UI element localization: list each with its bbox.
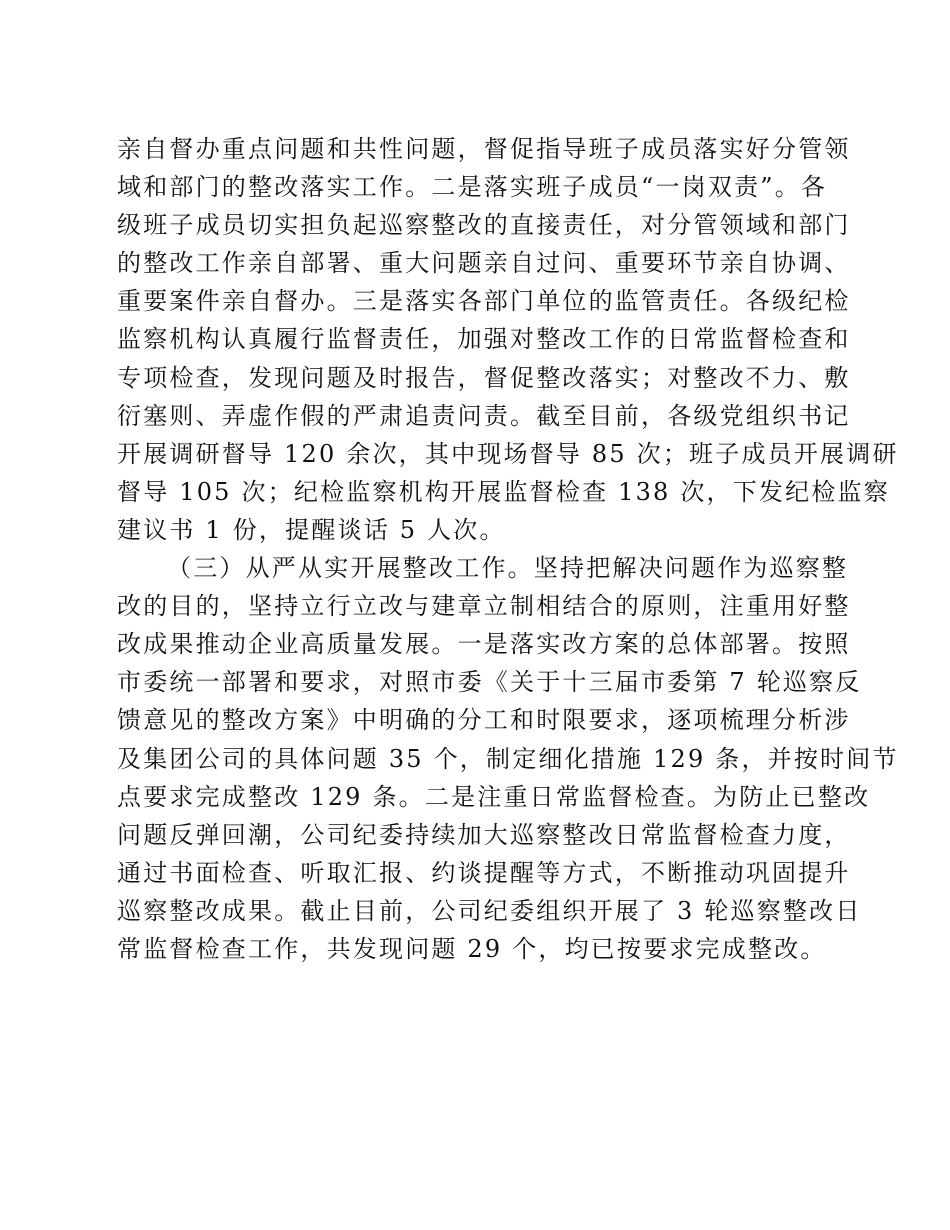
- text-line: 巡察整改成果。截止目前，公司纪委组织开展了 3 轮巡察整改日: [117, 896, 862, 925]
- text-line: 常监督检查工作，共发现问题 29 个，均已按要求完成整改。: [117, 934, 827, 963]
- text-line: 市委统一部署和要求，对照市委《关于十三届市委第 7 轮巡察反: [117, 668, 862, 697]
- text-line: 通过书面检查、听取汇报、约谈提醒等方式，不断推动巩固提升: [117, 858, 851, 887]
- section-heading-line: （三）从严从实开展整改工作。坚持把解决问题作为巡察整: [167, 554, 849, 583]
- text-line: 改成果推动企业高质量发展。一是落实改方案的总体部署。按照: [117, 630, 851, 659]
- text-line: 亲自督办重点问题和共性问题，督促指导班子成员落实好分管领: [117, 135, 851, 163]
- text-line: 专项检查，发现问题及时报告，督促整改落实；对整改不力、敷: [117, 363, 851, 392]
- text-line: 及集团公司的具体问题 35 个，制定细化措施 129 条，并按时间节: [117, 744, 899, 773]
- text-line: 开展调研督导 120 余次，其中现场督导 85 次；班子成员开展调研: [117, 439, 899, 468]
- text-line: 衍塞则、弄虚作假的严肃追责问责。截至目前，各级党组织书记: [117, 401, 851, 430]
- text-line: 改的目的，坚持立行立改与建章立制相结合的原则，注重用好整: [117, 592, 851, 621]
- text-line: 域和部门的整改落实工作。二是落实班子成员“一岗双责”。各: [117, 173, 828, 202]
- text-line: 点要求完成整改 129 条。二是注重日常监督检查。为防止已整改: [117, 782, 871, 811]
- text-line: 监察机构认真履行监督责任，加强对整改工作的日常监督检查和: [117, 325, 851, 354]
- text-line: 重要案件亲自督办。三是落实各部门单位的监管责任。各级纪检: [117, 287, 851, 316]
- text-line: 建议书 1 份，提醒谈话 5 人次。: [117, 515, 506, 544]
- text-line: 督导 105 次；纪检监察机构开展监督检查 138 次，下发纪检监察: [117, 477, 890, 506]
- text-line: 问题反弹回潮，公司纪委持续加大巡察整改日常监督检查力度，: [117, 820, 851, 849]
- text-line: 的整改工作亲自部署、重大问题亲自过问、重要环节亲自协调、: [117, 249, 851, 278]
- text-line: 级班子成员切实担负起巡察整改的直接责任，对分管领域和部门: [117, 211, 851, 240]
- text-line: 馈意见的整改方案》中明确的分工和时限要求，逐项梳理分析涉: [117, 706, 851, 735]
- document-page: [117, 130, 899, 968]
